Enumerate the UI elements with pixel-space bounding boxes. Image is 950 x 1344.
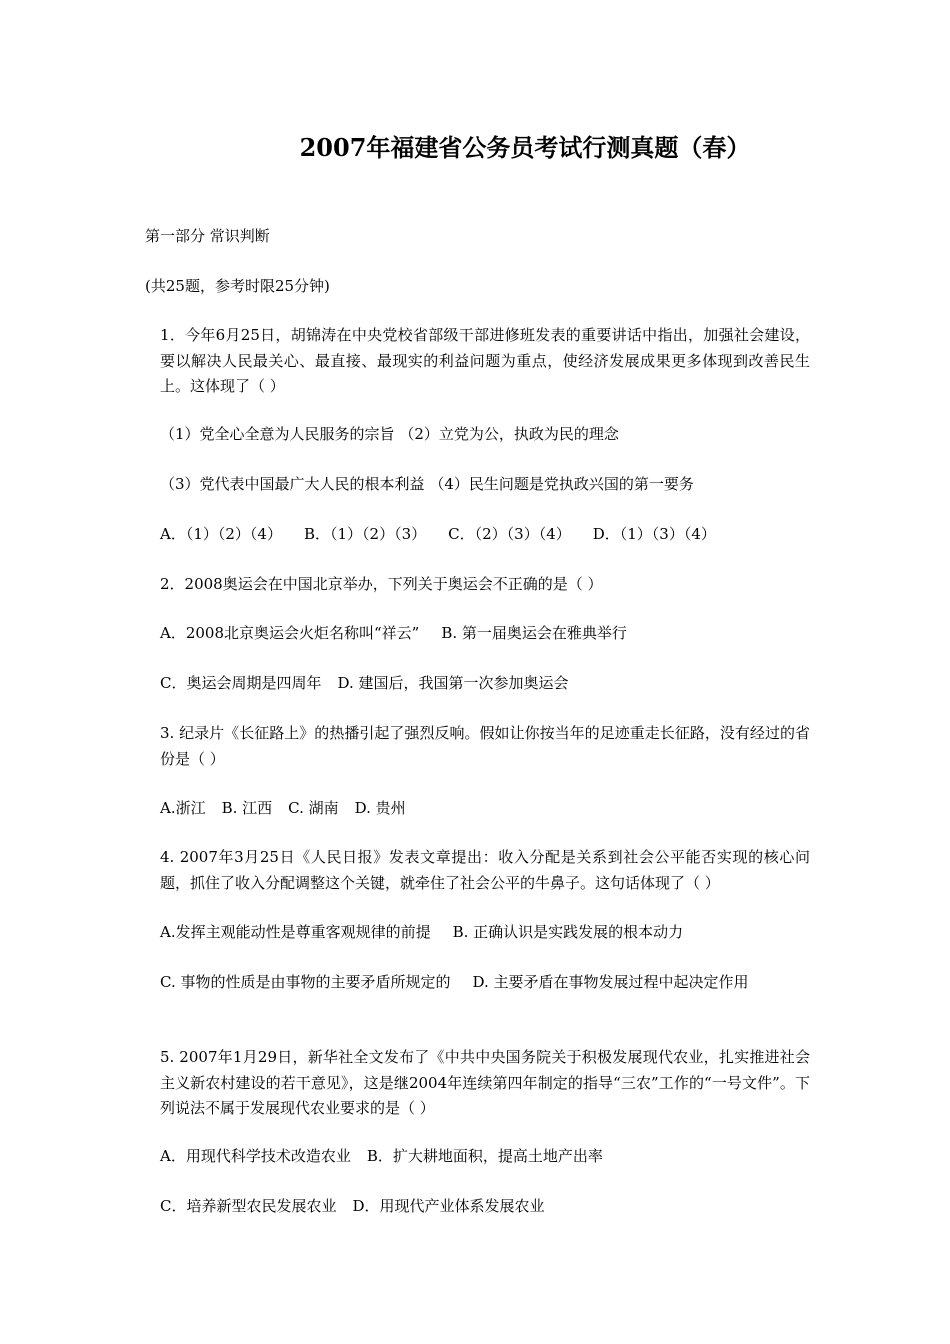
- question-5-option-c: C．培养新型农民发展农业: [160, 1197, 337, 1215]
- question-5-option-b: B．扩大耕地面积，提高土地产出率: [366, 1147, 603, 1165]
- question-1-stem: 1．今年6月25日，胡锦涛在中央党校省部级干部进修班发表的重要讲话中指出，加强社会建设，要以解决人民最关心、最直接、最现实的利益问题为重点，使经济发展成果更多体现到改善民生上。这体现了（ ）: [160, 326, 810, 395]
- question-4-options-row-1: [145, 920, 810, 946]
- question-3-options: [145, 796, 810, 822]
- question-2-option-a: A．2008北京奥运会火炬名称叫“祥云”: [160, 624, 420, 642]
- question-2-option-d: D. 建国后，我国第一次参加奥运会: [337, 674, 569, 692]
- question-1-option-c: C．（2）（3）（4）: [448, 525, 571, 543]
- question-1-option-d: D．（1）（3）（4）: [592, 525, 716, 543]
- question-5-options-row-2: [145, 1194, 810, 1220]
- document-title: 2007年福建省公务员考试行测真题（春）: [299, 133, 751, 162]
- question-3-option-b: B. 江西: [221, 799, 273, 817]
- question-3-option-c: C. 湖南: [288, 799, 339, 817]
- question-5-option-a: A．用现代科学技术改造农业: [160, 1147, 351, 1165]
- question-5-stem: 5. 2007年1月29日，新华社全文发布了《中共中央国务院关于积极发展现代农业，扎实推进社会主义新农村建设的若干意见》，这是继2004年连续第四年制定的指导“三农”工作的“一号文件”。下列说法不属于发展现代农业要求的是（ ）: [160, 1048, 810, 1117]
- question-1-option-a: A．（1）（2）（4）: [160, 525, 282, 543]
- question-1-option-b: B．（1）（2）（3）: [303, 525, 427, 543]
- section-note: (共25题，参考时限25分钟): [145, 277, 330, 295]
- question-5-option-d: D．用现代产业体系发展农业: [352, 1197, 545, 1215]
- question-4-option-c: C. 事物的性质是由事物的主要矛盾所规定的: [160, 973, 451, 991]
- question-4-stem: 4. 2007年3月25日《人民日报》发表文章提出：收入分配是关系到社会公平能否实现的核心问题，抓住了收入分配调整这个关键，就牵住了社会公平的牛鼻子。这句话体现了（ ）: [160, 848, 810, 892]
- section-heading: 第一部分 常识判断: [145, 227, 270, 245]
- question-4-option-b: B. 正确认识是实践发展的根本动力: [452, 923, 684, 941]
- question-2-option-b: B. 第一届奥运会在雅典举行: [441, 624, 627, 642]
- question-2-option-c: C．奥运会周期是四周年: [160, 674, 322, 692]
- question-4-option-a: A.发挥主观能动性是尊重客观规律的前提: [160, 923, 431, 941]
- question-5-options-row-1: [145, 1144, 810, 1170]
- question-3-option-a: A.浙江: [160, 799, 206, 817]
- question-2-stem: 2．2008奥运会在中国北京举办，下列关于奥运会不正确的是（ ）: [160, 575, 603, 593]
- question-3-stem: 3. 纪录片《长征路上》的热播引起了强烈反响。假如让你按当年的足迹重走长征路，没有经过的省份是（ ）: [160, 724, 810, 768]
- question-2-options-row-1: [145, 621, 810, 647]
- question-1-statement-1: （1）党全心全意为人民服务的宗旨 （2）立党为公，执政为民的理念: [160, 425, 619, 443]
- question-1-statement-2: （3）党代表中国最广大人民的根本利益 （4）民生问题是党执政兴国的第一要务: [160, 475, 694, 493]
- question-4-options-row-2: [145, 970, 810, 996]
- question-4-option-d: D. 主要矛盾在事物发展过程中起决定作用: [472, 973, 749, 991]
- question-2-options-row-2: [145, 671, 810, 697]
- question-3-option-d: D. 贵州: [354, 799, 406, 817]
- question-1-options: [145, 522, 810, 548]
